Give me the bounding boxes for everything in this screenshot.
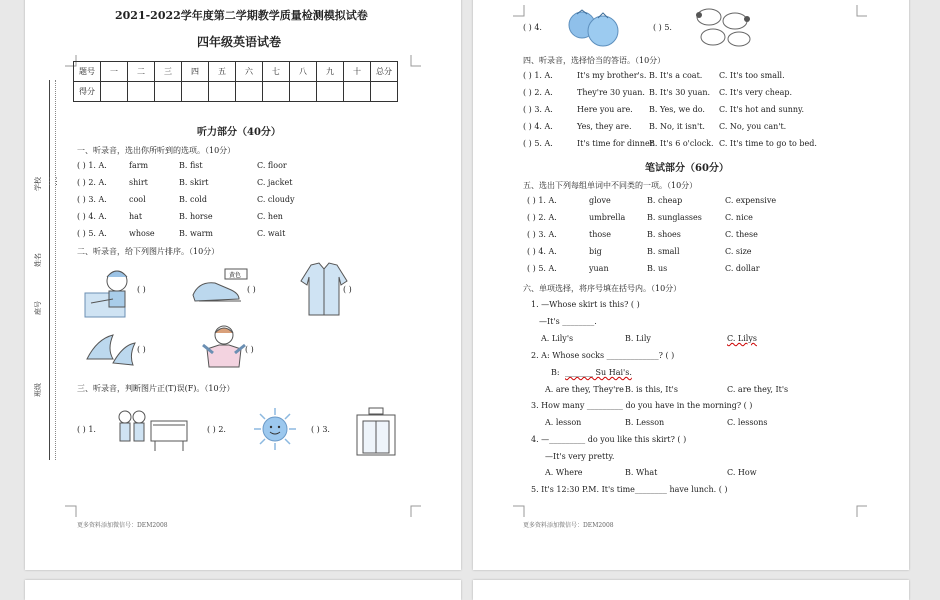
crop-mark xyxy=(513,505,525,517)
s5-item-option-b: B. small xyxy=(647,247,680,256)
section3-header: 三、听录音，判断图片正(T)误(F)。（10分） xyxy=(77,384,235,393)
q1-option-b: B. Lily xyxy=(625,334,651,343)
s4-item-option-b: B. It's 6 o'clock. xyxy=(649,139,714,148)
s1-item-option-a: shirt xyxy=(129,178,148,187)
s5-item-option-a: big xyxy=(589,247,602,256)
section5-header: 五、选出下列每组单词中不同类的一项。（10分） xyxy=(523,181,698,190)
q3-option-c: C. lessons xyxy=(727,418,768,427)
q1-stem: 1. —Whose skirt is this? ( ) xyxy=(531,300,640,309)
score-cell xyxy=(344,82,371,102)
binding-line xyxy=(49,80,50,460)
s5-item-option-b: B. shoes xyxy=(647,230,681,239)
score-cell xyxy=(209,82,236,102)
s4-item-option-b: B. It's 30 yuan. xyxy=(649,88,711,97)
girl-scarf-picture xyxy=(199,323,249,369)
score-cell xyxy=(155,82,182,102)
s4-item-number: ( ) 5. A. xyxy=(523,139,553,148)
s5-item-option-c: C. expensive xyxy=(725,196,777,205)
score-header-cell: 四 xyxy=(182,62,209,82)
next-page-left xyxy=(25,580,461,600)
sheep-picture xyxy=(693,5,753,49)
pic5-answer-paren: ( ) xyxy=(245,345,254,354)
side-label-name: 姓名 xyxy=(34,253,42,267)
tomatoes-picture xyxy=(565,7,623,49)
s5-item-option-b: B. us xyxy=(647,264,668,273)
sun-picture xyxy=(253,407,297,451)
exam-page-left xyxy=(25,0,461,570)
score-header-cell: 十 xyxy=(344,62,371,82)
s4-item-number: ( ) 3. A. xyxy=(523,105,553,114)
s1-item-option-c: C. cloudy xyxy=(257,195,295,204)
q3-stem: 3. How many _________ do you have in the morning? ( ) xyxy=(531,401,753,410)
q4-option-b: B. What xyxy=(625,468,658,477)
s5-item-option-b: B. cheap xyxy=(647,196,683,205)
s5-item-option-a: yuan xyxy=(589,264,609,273)
s1-item-option-c: C. wait xyxy=(257,229,286,238)
s4-item-option-a: It's my brother's. xyxy=(577,71,647,80)
s3-item1-label: ( ) 1. xyxy=(77,425,96,434)
s1-item-number: ( ) 2. A. xyxy=(77,178,107,187)
score-cell xyxy=(371,82,398,102)
sneakers-tag-text: 黄色 xyxy=(229,272,242,279)
score-header-cell: 题号 xyxy=(74,62,101,82)
s1-item-option-b: B. cold xyxy=(179,195,207,204)
pic3-answer-paren: ( ) xyxy=(343,285,352,294)
s5-item-option-c: C. these xyxy=(725,230,758,239)
section6-header: 六、单项选择，将序号填在括号内。（10分） xyxy=(523,284,682,293)
q1-option-a: A. Lily's xyxy=(541,334,574,343)
score-row-label: 得分 xyxy=(74,82,101,102)
s1-item-option-a: hat xyxy=(129,212,143,221)
s1-item-number: ( ) 1. A. xyxy=(77,161,107,170)
q4-option-c: C. How xyxy=(727,468,757,477)
s1-item-option-a: cool xyxy=(129,195,146,204)
score-cell xyxy=(236,82,263,102)
s4-item-number: ( ) 1. A. xyxy=(523,71,553,80)
q4-option-a: A. Where xyxy=(545,468,583,477)
s1-item-option-a: whose xyxy=(129,229,155,238)
q2-option-c: C. are they, It's xyxy=(727,385,789,394)
listening-section-header: 听力部分（40分） xyxy=(197,127,281,138)
score-cell xyxy=(317,82,344,102)
s4-item-option-b: B. No, it isn't. xyxy=(649,122,705,131)
s1-item-option-a: farm xyxy=(129,161,149,170)
s1-item-option-c: C. jacket xyxy=(257,178,293,187)
q2-option-b: B. is this, It's xyxy=(625,385,678,394)
footer-note: 更多资料添加微信号：DEM2008 xyxy=(77,522,168,529)
s5-item-number: ( ) 4. A. xyxy=(527,247,557,256)
s5-item-number: ( ) 3. A. xyxy=(527,230,557,239)
crop-mark xyxy=(410,505,422,517)
s1-item-option-c: C. floor xyxy=(257,161,287,170)
section2-header: 二、听录音，给下列图片排序。（10分） xyxy=(77,247,220,256)
written-section-header: 笔试部分（60分） xyxy=(645,163,729,174)
score-header-cell: 一 xyxy=(101,62,128,82)
s5-item-number: ( ) 2. A. xyxy=(527,213,557,222)
score-cell xyxy=(182,82,209,102)
s4-item-option-b: B. Yes, we do. xyxy=(649,105,705,114)
s1-item-option-b: B. skirt xyxy=(179,178,209,187)
s5-item-option-c: C. size xyxy=(725,247,752,256)
s4-item-option-a: Yes, they are. xyxy=(577,122,632,131)
crop-mark xyxy=(856,505,868,517)
score-header-cell: 二 xyxy=(128,62,155,82)
pic2-answer-paren: ( ) xyxy=(247,285,256,294)
q3-option-a: A. lesson xyxy=(545,418,582,427)
s1-item-option-b: B. horse xyxy=(179,212,213,221)
s5-item-option-c: C. nice xyxy=(725,213,753,222)
q3-option-b: B. Lesson xyxy=(625,418,665,427)
score-header-cell: 八 xyxy=(290,62,317,82)
s3-item3-label: ( ) 3. xyxy=(311,425,330,434)
s5-item-option-a: glove xyxy=(589,196,611,205)
crop-mark xyxy=(856,5,868,17)
s4-item-number: ( ) 4. A. xyxy=(523,122,553,131)
score-header-cell: 总分 xyxy=(371,62,398,82)
s5-item-number: ( ) 5. A. xyxy=(527,264,557,273)
q4-stem: 4. —_________ do you like this skirt? ( ) xyxy=(531,435,687,444)
score-header-cell: 五 xyxy=(209,62,236,82)
top-item4-label: ( ) 4. xyxy=(523,23,542,32)
exam-subtitle: 四年级英语试卷 xyxy=(197,35,282,49)
kids-piano-picture xyxy=(115,407,191,453)
score-cell xyxy=(263,82,290,102)
q2-b-label: B: xyxy=(551,368,560,377)
s4-item-option-c: C. It's very cheap. xyxy=(719,88,793,97)
score-table xyxy=(73,61,398,102)
s1-item-option-b: B. fist xyxy=(179,161,203,170)
score-cell xyxy=(290,82,317,102)
s4-item-number: ( ) 2. A. xyxy=(523,88,553,97)
s4-item-option-a: Here you are. xyxy=(577,105,633,114)
crop-mark xyxy=(410,55,422,67)
q1-line2: —It's ________. xyxy=(539,317,597,326)
s1-item-option-c: C. hen xyxy=(257,212,283,221)
footer-note: 更多资料添加微信号：DEM2008 xyxy=(523,522,614,529)
section4-header: 四、听录音，选择恰当的答语。（10分） xyxy=(523,56,666,65)
exam-title: 2021-2022学年度第二学期教学质量检测模拟试卷 xyxy=(115,9,368,22)
shirt-picture xyxy=(299,261,349,319)
s5-item-option-a: umbrella xyxy=(589,213,626,222)
sneakers-picture xyxy=(189,267,253,307)
s4-item-option-c: C. It's time to go to bed. xyxy=(719,139,817,148)
s4-item-option-c: C. It's too small. xyxy=(719,71,785,80)
crop-mark xyxy=(65,505,77,517)
s4-item-option-a: They're 30 yuan. xyxy=(577,88,645,97)
s1-item-number: ( ) 4. A. xyxy=(77,212,107,221)
s1-item-number: ( ) 5. A. xyxy=(77,229,107,238)
pic4-answer-paren: ( ) xyxy=(137,345,146,354)
s5-item-option-c: C. dollar xyxy=(725,264,760,273)
q1-option-c: C. Lilys xyxy=(727,334,757,343)
score-table-score-row xyxy=(74,82,398,102)
s5-item-option-a: those xyxy=(589,230,612,239)
s5-item-option-b: B. sunglasses xyxy=(647,213,702,222)
gloves-picture xyxy=(83,329,139,369)
elevator-door-picture xyxy=(355,407,397,457)
s4-item-option-c: C. It's hot and sunny. xyxy=(719,105,805,114)
top-item5-label: ( ) 5. xyxy=(653,23,672,32)
score-cell xyxy=(128,82,155,102)
score-table-header-row xyxy=(74,62,398,82)
score-header-cell: 七 xyxy=(263,62,290,82)
score-header-cell: 六 xyxy=(236,62,263,82)
q2-option-a: A. are they, They're xyxy=(545,385,624,394)
drag-handle-icon[interactable]: ⋮⋮ xyxy=(45,177,59,187)
s1-item-number: ( ) 3. A. xyxy=(77,195,107,204)
crop-mark xyxy=(513,5,525,17)
q2-b-line: _______ Su Hai's. xyxy=(565,368,632,377)
s4-item-option-b: B. It's a coat. xyxy=(649,71,703,80)
side-label-seat: 座号 xyxy=(34,301,42,315)
girl-desk-picture xyxy=(83,263,141,319)
section1-header: 一、听录音，选出你所听到的选项。（10分） xyxy=(77,146,236,155)
pic1-answer-paren: ( ) xyxy=(137,285,146,294)
side-label-class: 班级 xyxy=(34,383,42,397)
q2-stem: 2. A: Whose socks _____________? ( ) xyxy=(531,351,675,360)
score-header-cell: 九 xyxy=(317,62,344,82)
next-page-right xyxy=(473,580,909,600)
q4-line2: —It's very pretty. xyxy=(545,452,615,461)
side-label-school: 学校 xyxy=(34,177,42,191)
score-cell xyxy=(101,82,128,102)
s3-item2-label: ( ) 2. xyxy=(207,425,226,434)
score-header-cell: 三 xyxy=(155,62,182,82)
s4-item-option-a: It's time for dinner. xyxy=(577,139,656,148)
s4-item-option-c: C. No, you can't. xyxy=(719,122,787,131)
exam-page-right xyxy=(473,0,909,570)
s1-item-option-b: B. warm xyxy=(179,229,213,238)
binding-dotted-line xyxy=(55,80,56,460)
q5-stem: 5. It's 12:30 P.M. It's time________ have lunch. ( ) xyxy=(531,485,728,494)
s5-item-number: ( ) 1. A. xyxy=(527,196,557,205)
